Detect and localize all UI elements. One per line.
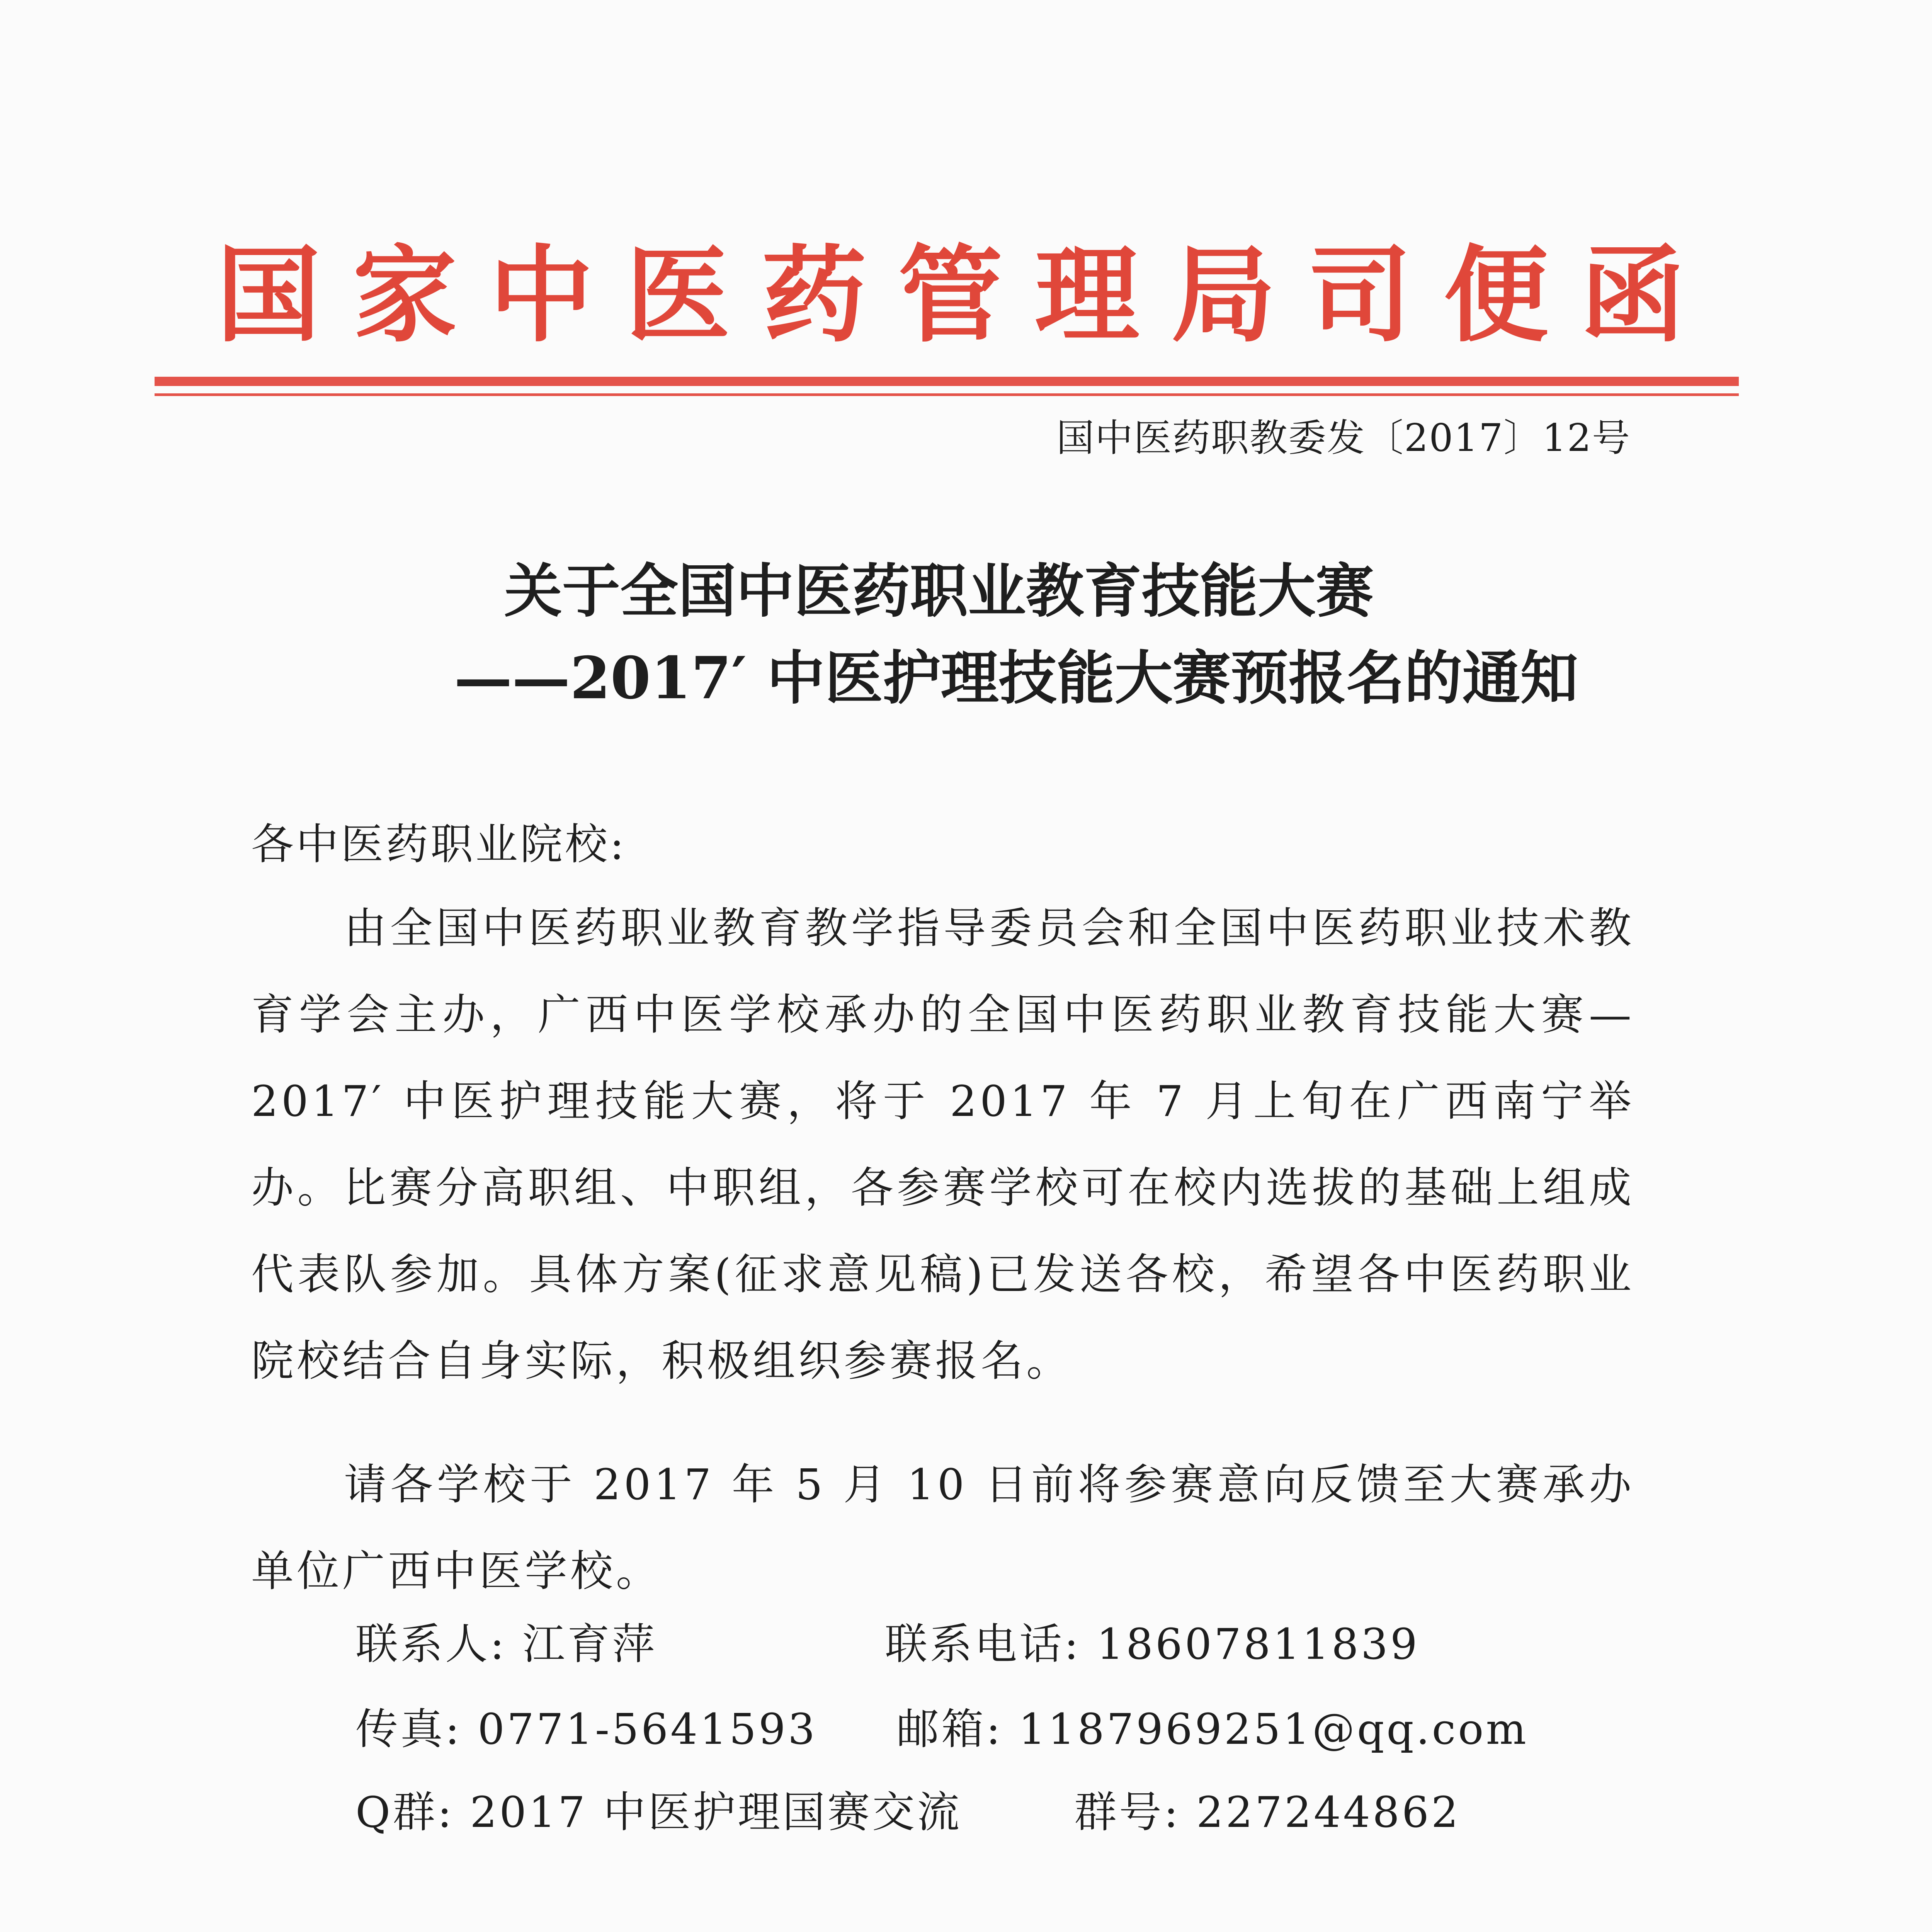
masthead-title — [216, 232, 1685, 359]
notice-title-line-1: 关于全国中医药职业教育技能大赛 — [504, 557, 1374, 625]
contact-fax: 传真: 0771-5641593 — [355, 1704, 818, 1754]
masthead-char: 管 — [898, 235, 1003, 356]
contact-email: 邮箱: 1187969251@qq.com — [896, 1704, 1529, 1754]
body-paragraph-2: 请各学校于 2017 年 5 月 10 日前将参赛意向反馈至大赛承办单位广西中医学校。 — [251, 1460, 1634, 1596]
masthead-char: 函 — [1580, 235, 1685, 356]
header-divider-thin — [155, 393, 1739, 396]
masthead-char: 中 — [489, 235, 594, 356]
contact-person: 联系人: 江育萍 — [355, 1619, 657, 1669]
salutation: 各中医药职业院校: — [251, 820, 627, 869]
masthead-char: 家 — [353, 235, 457, 356]
contact-qq-group: Q群: 2017 中医护理国赛交流 — [355, 1787, 962, 1837]
masthead-char: 司 — [1308, 235, 1412, 356]
masthead-char: 医 — [626, 235, 730, 356]
contact-phone: 联系电话: 18607811839 — [885, 1619, 1420, 1669]
masthead-char: 药 — [762, 235, 866, 356]
masthead-char: 局 — [1171, 235, 1276, 356]
masthead-char: 国 — [216, 235, 321, 356]
document-number: 国中医药职教委发〔2017〕12号 — [1056, 416, 1631, 460]
masthead-char: 理 — [1035, 235, 1139, 356]
body-paragraph-1: 由全国中医药职业教育教学指导委员会和全国中医药职业技术教育学会主办，广西中医学校承办的全国中医药职业教育技能大赛—2017′ 中医护理技能大赛，将于 2017 年 7 月上旬在广西南宁举办。比赛分高职组、中职组，各参赛学校可在校内选拔的基础上组成代表队参加。具体方案(征求意见稿)已发送各校，希望各中医药职业院校结合自身实际，积极组织参赛报名。 — [251, 903, 1634, 1386]
header-divider-thick — [155, 377, 1739, 386]
contact-group-number: 群号: 227244862 — [1074, 1787, 1461, 1837]
masthead-char: 便 — [1444, 235, 1548, 356]
notice-title-line-2: ——2017′ 中医护理技能大赛预报名的通知 — [454, 644, 1578, 712]
